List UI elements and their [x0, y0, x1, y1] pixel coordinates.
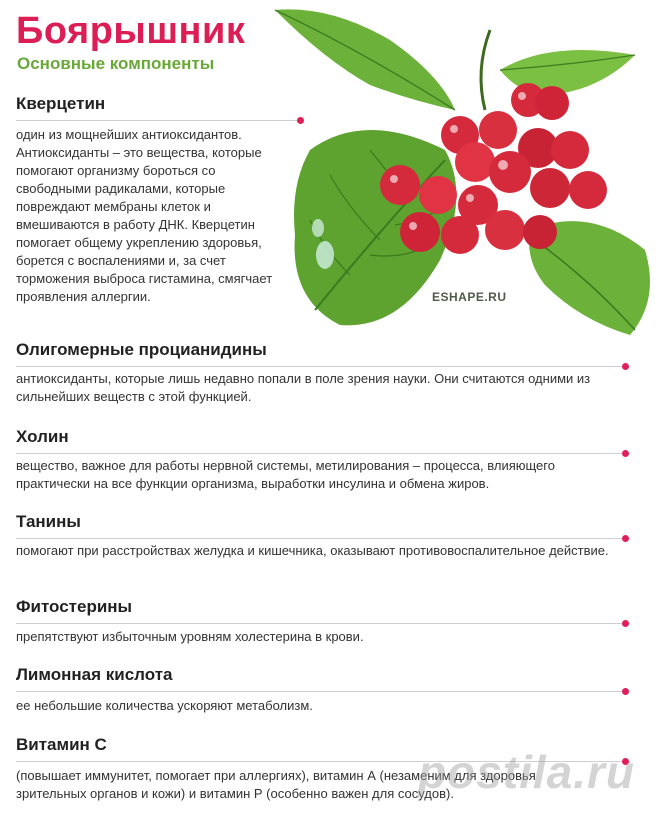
bullet-dot	[622, 363, 629, 370]
page-title: Боярышник	[16, 10, 246, 52]
section-title-vitamin-c: Витамин С	[16, 735, 107, 754]
section-title-quercetin: Кверцетин	[16, 94, 106, 113]
watermark-stamp: postila.ru	[418, 746, 636, 798]
section-title-procyanidins: Олигомерные процианидины	[16, 340, 267, 359]
section-divider	[16, 623, 626, 624]
section-text-quercetin: один из мощнейших антиоксидантов. Антиоксиданты – это вещества, которые помогают организму бороться со свободными радикалами, которые повреждают мембраны клеток и вмешиваются в работу ДНК. Кверцетин помогает общему укреплению здоровья, борется с воспалениями и, за счет торможения выброса гистамина, смягчает проявления аллергии.	[16, 127, 273, 304]
section-title-tannins: Танины	[16, 512, 81, 531]
bullet-dot	[297, 117, 304, 124]
section-text-vitamin-c: (повышает иммунитет, помогает при аллергиях), витамин А (незаменим для здоровья зрительных органов и кожи) и витамин Р (особенно важен для сосудов).	[16, 768, 536, 801]
section-text-phytosterols: препятствуют избыточным уровням холестерина в крови.	[16, 629, 364, 644]
hawthorn-illustration	[270, 0, 660, 340]
leaf-top	[275, 9, 455, 110]
section-text-citric-acid: ее небольшие количества ускоряют метаболизм.	[16, 698, 313, 713]
section-title-choline: Холин	[16, 427, 69, 446]
section-divider	[16, 453, 626, 454]
section-text-choline: вещество, важное для работы нервной системы, метилирования – процесса, влияющего практически на все функции организма, выработки инсулина и обмена жиров.	[16, 458, 555, 491]
bullet-dot	[622, 688, 629, 695]
section-divider	[16, 120, 300, 121]
section-text-procyanidins: антиоксиданты, которые лишь недавно попали в поле зрения науки. Они считаются одними из сильнейших веществ с этой функцией.	[16, 371, 591, 404]
section-title-citric-acid: Лимонная кислота	[16, 665, 173, 684]
section-divider	[16, 538, 626, 539]
watermark: ESHAPE.RU	[432, 290, 507, 304]
section-text-tannins: помогают при расстройствах желудка и кишечника, оказывают противовоспалительное действие.	[16, 543, 609, 558]
section-divider	[16, 691, 626, 692]
page-subtitle: Основные компоненты	[17, 54, 215, 73]
bullet-dot	[622, 620, 629, 627]
bullet-dot	[622, 450, 629, 457]
section-title-phytosterols: Фитостерины	[16, 597, 133, 616]
bullet-dot	[622, 535, 629, 542]
section-divider	[16, 366, 626, 367]
